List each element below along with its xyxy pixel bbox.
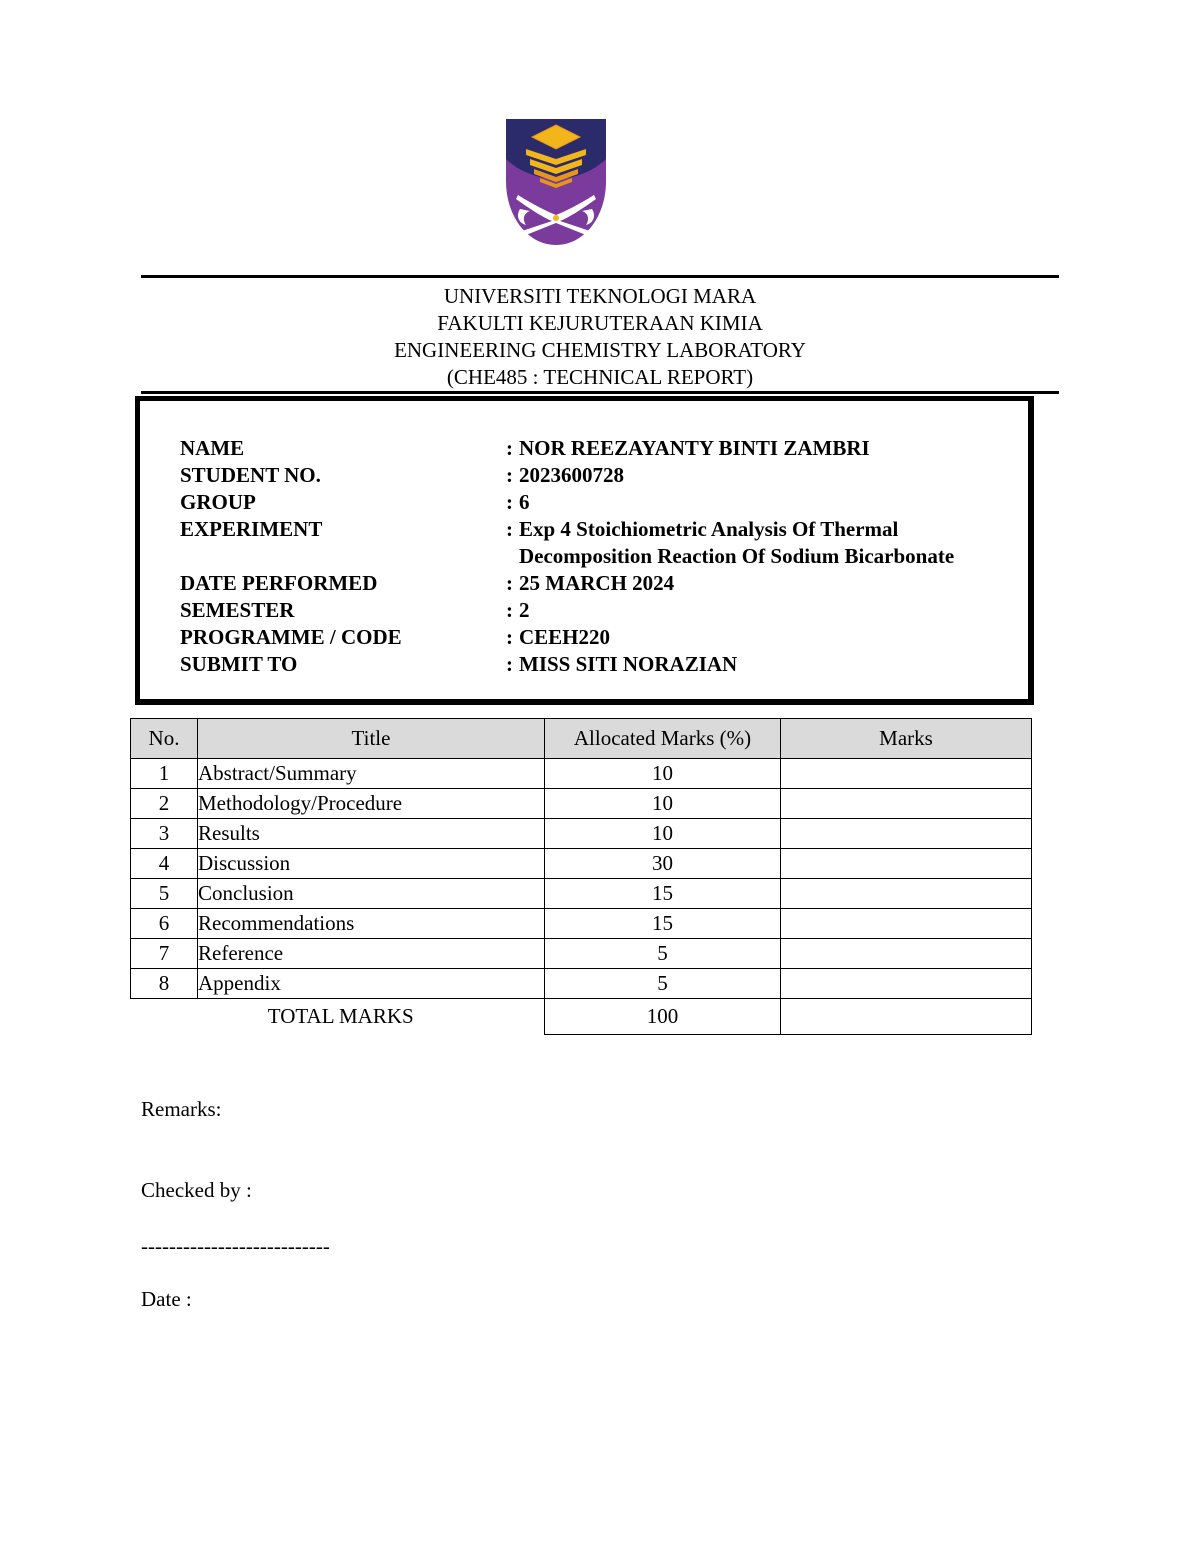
row-marks-cell[interactable] (781, 879, 1032, 909)
row-number: 5 (131, 879, 198, 909)
column-header-marks: Marks (781, 719, 1032, 759)
table-row (131, 819, 1032, 849)
checked-by-label: Checked by : (141, 1178, 252, 1202)
table-row (131, 849, 1032, 879)
row-allocated-marks: 30 (545, 849, 781, 879)
info-value: CEEH220 (519, 625, 611, 649)
info-colon: : (506, 571, 513, 595)
table-row (131, 939, 1032, 969)
marks-table (130, 718, 1032, 1035)
info-colon: : (506, 463, 513, 487)
info-label: NAME (180, 436, 245, 460)
row-title: Methodology/Procedure (198, 789, 545, 819)
row-title: Reference (198, 939, 545, 969)
column-header-title: Title (198, 719, 545, 759)
table-row (131, 969, 1032, 999)
row-number: 7 (131, 939, 198, 969)
info-value: 25 MARCH 2024 (519, 571, 675, 595)
table-header-row (131, 719, 1032, 759)
signature-line: --------------------------- (141, 1234, 330, 1258)
row-allocated-marks: 5 (545, 969, 781, 999)
table-row (131, 789, 1032, 819)
table-row (131, 909, 1032, 939)
info-value: MISS SITI NORAZIAN (519, 652, 738, 676)
header-bottom-rule (141, 391, 1059, 394)
row-allocated-marks: 10 (545, 759, 781, 789)
report-header (141, 283, 1059, 391)
info-label: STUDENT NO. (180, 463, 321, 487)
info-value: Exp 4 Stoichiometric Analysis Of Thermal (519, 517, 899, 541)
row-title: Discussion (198, 849, 545, 879)
info-colon: : (506, 490, 513, 514)
row-allocated-marks: 10 (545, 789, 781, 819)
date-label: Date : (141, 1287, 192, 1311)
info-label: GROUP (180, 490, 256, 514)
remarks-label: Remarks: (141, 1097, 222, 1121)
info-label: SUBMIT TO (180, 652, 298, 676)
info-label: EXPERIMENT (180, 517, 323, 541)
info-colon: : (506, 625, 513, 649)
row-number: 4 (131, 849, 198, 879)
info-value: 6 (519, 490, 530, 514)
row-allocated-marks: 15 (545, 909, 781, 939)
info-label: PROGRAMME / CODE (180, 625, 402, 649)
row-number: 2 (131, 789, 198, 819)
total-marks-label: TOTAL MARKS (198, 999, 545, 1035)
info-colon: : (506, 436, 513, 460)
info-value: NOR REEZAYANTY BINTI ZAMBRI (519, 436, 870, 460)
row-allocated-marks: 15 (545, 879, 781, 909)
row-title: Conclusion (198, 879, 545, 909)
row-marks-cell[interactable] (781, 939, 1032, 969)
university-logo (504, 119, 608, 247)
row-marks-cell[interactable] (781, 759, 1032, 789)
row-title: Abstract/Summary (198, 759, 545, 789)
info-colon: : (506, 598, 513, 622)
total-allocated-marks: 100 (545, 999, 781, 1035)
table-row (131, 759, 1032, 789)
total-row (131, 999, 1032, 1035)
row-marks-cell[interactable] (781, 909, 1032, 939)
total-marks-cell[interactable] (781, 999, 1032, 1035)
student-info-box (135, 396, 1034, 705)
total-spacer (131, 999, 198, 1035)
row-number: 1 (131, 759, 198, 789)
info-label: DATE PERFORMED (180, 571, 378, 595)
info-value-continued: Decomposition Reaction Of Sodium Bicarbonate (519, 544, 955, 568)
row-title: Results (198, 819, 545, 849)
table-row (131, 879, 1032, 909)
info-colon: : (506, 652, 513, 676)
row-marks-cell[interactable] (781, 969, 1032, 999)
row-number: 8 (131, 969, 198, 999)
row-number: 6 (131, 909, 198, 939)
column-header-allocated: Allocated Marks (%) (545, 719, 781, 759)
course-report-type: (CHE485 : TECHNICAL REPORT) (446, 365, 754, 389)
row-title: Appendix (198, 969, 545, 999)
row-number: 3 (131, 819, 198, 849)
row-title: Recommendations (198, 909, 545, 939)
column-header-no: No. (131, 719, 198, 759)
laboratory-name: ENGINEERING CHEMISTRY LABORATORY (394, 338, 806, 362)
row-marks-cell[interactable] (781, 789, 1032, 819)
info-label: SEMESTER (180, 598, 295, 622)
faculty-name: FAKULTI KEJURUTERAAN KIMIA (437, 311, 763, 335)
info-value: 2023600728 (519, 463, 624, 487)
row-marks-cell[interactable] (781, 849, 1032, 879)
info-value: 2 (519, 598, 530, 622)
university-name: UNIVERSITI TEKNOLOGI MARA (443, 284, 757, 308)
header-top-rule (141, 275, 1059, 278)
row-marks-cell[interactable] (781, 819, 1032, 849)
info-colon: : (506, 517, 513, 541)
row-allocated-marks: 10 (545, 819, 781, 849)
row-allocated-marks: 5 (545, 939, 781, 969)
